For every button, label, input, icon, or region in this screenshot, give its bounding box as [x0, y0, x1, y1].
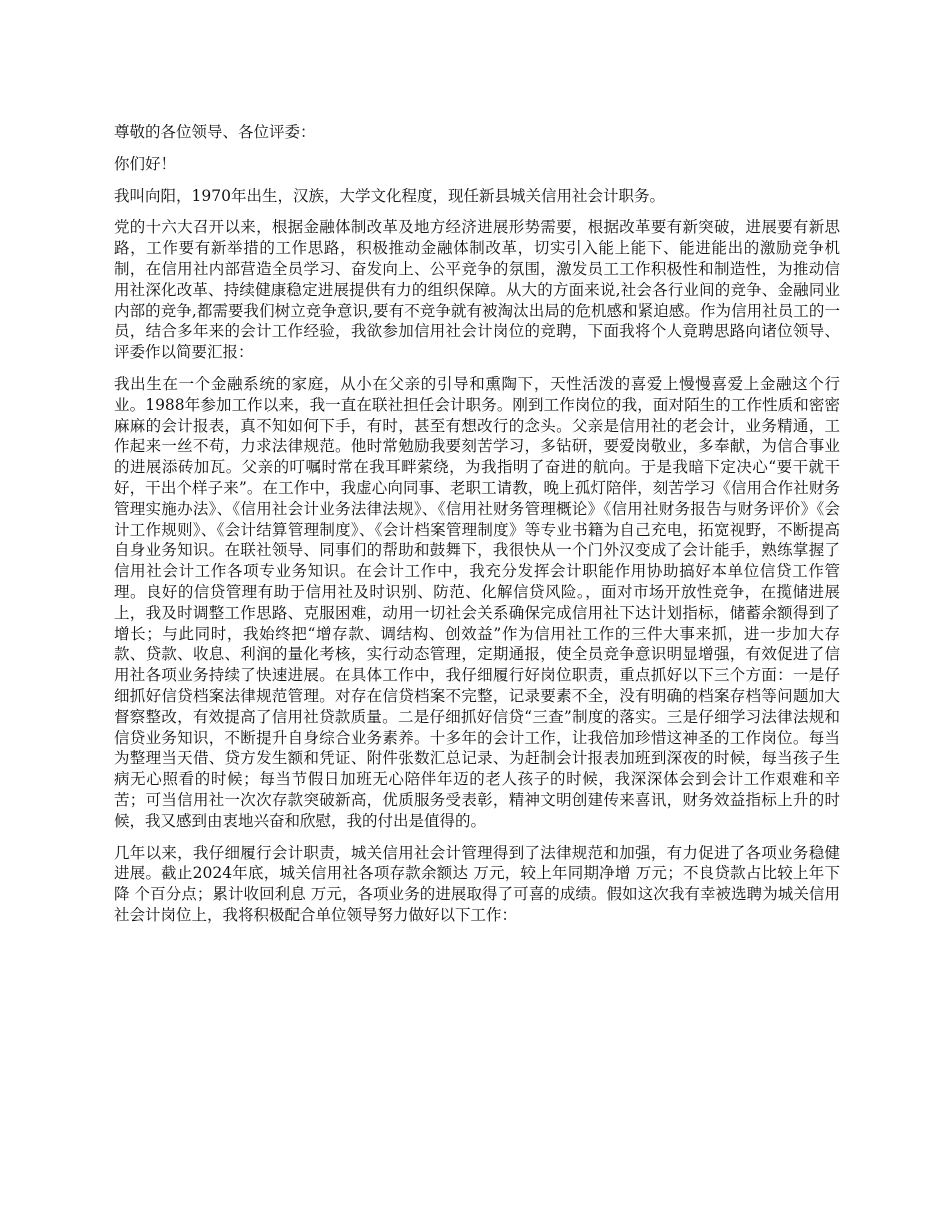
- background-paragraph: 党的十六大召开以来，根据金融体制改革及地方经济进展形势需要，根据改革要有新突破，进展要有新思路，工作要有新举措的工作思路，积极推动金融体制改革，切实引入能上能下、能进能出的激励竞争机制，在信用社内部营造全员学习、奋发向上、公平竞争的氛围，激发员工工作积极性和制造性，为推动信用社深化改革、持续健康稳定进展提供有力的组织保障。从大的方面来说,社会各行业间的竞争、金融同业内部的竞争,都需要我们树立竞争意识,要有不竞争就有被淘汰出局的危机感和紧迫感。作为信用社员工的一员，结合多年来的会计工作经验，我欲参加信用社会计岗位的竞聘，下面我将个人竟聘思路向诸位领导、评委作以简要汇报：: [114, 218, 840, 362]
- self-introduction: 我叫向阳，1970年出生，汉族，大学文化程度，现任新县城关信用社会计职务。: [114, 186, 665, 205]
- achievements-paragraph: 几年以来，我仔细履行会计职责，城关信用社会计管理得到了法律规范和加强，有力促进了各项业务稳健进展。截止2024年底，城关信用社各项存款余额达 万元，较上年同期净增 万元；不良贷款占比较上年下降 个百分点；累计收回利息 万元，各项业务的进展取得了可喜的成绩。假如这次我有幸被选聘为城关信用社会计岗位上，我将积极配合单位领导努力做好以下工作：: [114, 843, 840, 924]
- document-page: [114, 122, 840, 937]
- salutation: 尊敬的各位领导、各位评委：: [114, 123, 316, 141]
- greeting: 你们好！: [114, 154, 177, 173]
- experience-paragraph: 我出生在一个金融系统的家庭，从小在父亲的引导和熏陶下，天性活泼的喜爱上慢慢喜爱上金融这个行业。1988年参加工作以来，我一直在联社担任会计职务。刚到工作岗位的我，面对陌生的工作性质和密密麻麻的会计报表，真不知如何下手，有时，甚至有想改行的念头。父亲是信用社的老会计，业务精通，工作起来一丝不苟，力求法律规范。他时常勉励我要刻苦学习，多钻研，要爱岗敬业，多奉献，为信合事业的进展添砖加瓦。父亲的叮嘱时常在我耳畔萦绕，为我指明了奋进的航向。于是我暗下定决心“要干就干好，干出个样子来”。在工作中，我虚心向同事、老职工请教，晚上孤灯陪伴，刻苦学习《信用合作社财务管理实施办法》、《信用社会计业务法律法规》、《信用社财务管理概论》《信用社财务报告与财务评价》《会计工作规则》、《会计结算管理制度》、《会计档案管理制度》等专业书籍为自己充电，拓宽视野，不断提高自身业务知识。在联社领导、同事们的帮助和鼓舞下，我很快从一个门外汉变成了会计能手，熟练掌握了信用社会计工作各项专业务知识。在会计工作中，我充分发挥会计职能作用协助搞好本单位信贷工作管理。良好的信贷管理有助于信用社及时识别、防范、化解信贷风险。，面对市场开放性竞争，在揽储进展上，我及时调整工作思路、克服困难，动用一切社会关系确保完成信用社下达计划指标，储蓄余额得到了增长；与此同时，我始终把“增存款、调结构、创效益”作为信用社工作的三件大事来抓，进一步加大存款、贷款、收息、利润的量化考核，实行动态管理，定期通报，使全员竞争意识明显增强，有效促进了信用社各项业务持续了快速进展。在具体工作中，我仔细履行好岗位职责，重点抓好以下三个方面：一是仔细抓好信贷档案法律规范管理。对存在信贷档案不完整，记录要素不全，没有明确的档案存档等问题加大督察整改，有效提高了信用社贷款质量。二是仔细抓好信贷“三查”制度的落实。三是仔细学习法律法规和信贷业务知识，不断提升自身综合业务素养。十多年的会计工作，让我倍加珍惜这神圣的工作岗位。每当为整理当天借、贷方发生额和凭证、附件张数汇总记录、为赶制会计报表加班到深夜的时候，每当孩子生病无心照看的时候；每当节假日加班无心陪伴年迈的老人孩子的时候，我深深体会到会计工作艰难和辛苦；可当信用社一次次存款突破新高，优质服务受表彰，精神文明创建传来喜讯，财务效益指标上升的时候，我又感到由衷地兴奋和欣慰，我的付出是值得的。: [114, 374, 840, 830]
